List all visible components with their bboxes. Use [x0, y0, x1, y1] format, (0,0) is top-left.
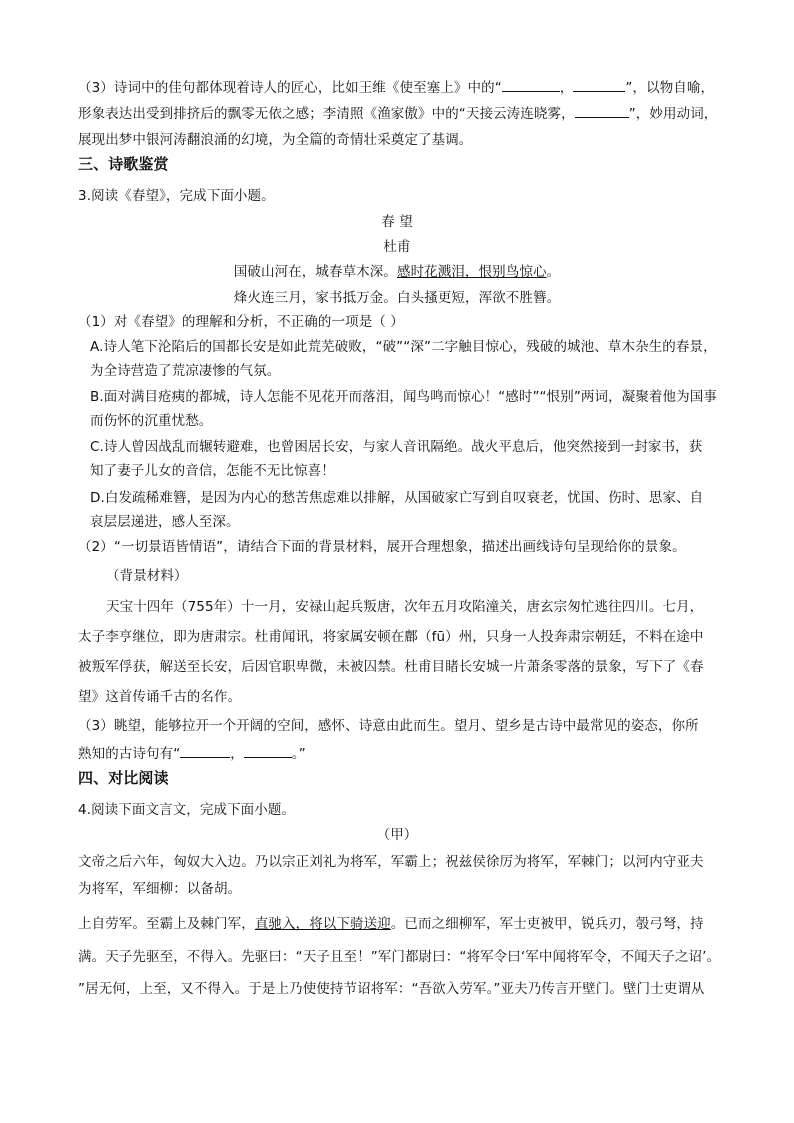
q3-sub3-line1: （3）眺望，能够拉开一个开阔的空间，感怀、诗意由此而生。望月、望乡是古诗中最常见的姿态，你所: [78, 718, 699, 734]
background-line3: 被叛军俘获，解送至长安，后因官职卑微，未被囚禁。杜甫目睹长安城一片萧条零落的景象，写下了《春: [78, 659, 704, 675]
q3-sub1: （1）对《春望》的理解和分析，不正确的一项是（ ）: [78, 314, 404, 330]
option-c-line1: C.诗人曾因战乱而辗转避难，也曾困居长安，与家人音讯隔绝。战火平息后，他突然接到一封家书，获: [90, 439, 703, 455]
q3a-line2: [78, 104, 717, 124]
option-c-line2: 知了妻子儿女的音信，怎能不无比惊喜！: [90, 463, 335, 479]
q3a-line3: 展现出梦中银河涛翻浪涌的幻境，为全篇的奇情壮采奠定了基调。: [78, 132, 473, 148]
passage-p1-line1: 文帝之后六年，匈奴大入边。乃以宗正刘礼为将军，军霸上；祝兹侯徐厉为将军，军棘门；以河内守亚夫: [78, 854, 704, 870]
answer-blank: [180, 744, 230, 758]
option-b-line1: B.面对满目疮痍的都城，诗人怎能不见花开而落泪，闻鸟鸣而惊心！“感时”“恨别”两词，凝聚着他为国事: [90, 389, 717, 405]
passage-p2-line3: ”居无何，上至，又不得入。于是上乃使使持节诏将军：“吾欲入劳军。”亚夫乃传言开壁门。壁门士吏谓从: [78, 981, 705, 997]
background-line2: 太子李亨继位，即为唐肃宗。杜甫闻讯，将家属安顿在鄜（fū）州，只身一人投奔肃宗朝廷，不料在途中: [78, 629, 704, 645]
answer-blank: [502, 78, 560, 92]
poem-author: 杜甫: [383, 239, 411, 255]
section-heading-poetry: 三、诗歌鉴赏: [78, 155, 169, 173]
answer-blank: [575, 104, 629, 118]
text: 形象表达出受到排挤后的飘零无依之感；李清照《渔家傲》中的“天接云涛连晓雾，: [78, 106, 575, 122]
text: 上自劳军。至霸上及棘门军，: [78, 916, 255, 932]
answer-blank: [244, 744, 292, 758]
passage-label-jia: （甲）: [376, 827, 418, 843]
option-a-line1: A.诗人笔下沦陷后的国都长安是如此荒芜破败，“破”“深”二字触目惊心，残破的城池、草木杂生的春景，: [90, 339, 717, 355]
poem-line-2: 烽火连三月，家书抵万金。白头搔更短，浑欲不胜簪。: [233, 290, 561, 306]
passage-p2-line2: 满。天子先驱至，不得入。先驱曰：“天子且至！”军门都尉曰：“将军令曰‘军中闻将军令，不闻天子之诏’。: [78, 949, 721, 965]
option-d-line1: D.白发疏稀难簪，是因为内心的愁苦焦虑难以排解，从国破家亡写到自叹衰老，忧国、伤时、思家、自: [90, 490, 704, 506]
option-a-line2: 为全诗营造了荒凉凄惨的气氛。: [90, 363, 281, 379]
q3-intro: 3.阅读《春望》，完成下面小题。: [78, 188, 275, 204]
text: 。已而之细柳军，军士吏被甲，锐兵刃，彀弓弩，持: [390, 916, 704, 932]
text: ，: [230, 746, 244, 762]
text: 熟知的古诗句有“: [78, 746, 181, 762]
text: 。”: [291, 746, 306, 762]
background-line1: 天宝十四年（755年）十一月，安禄山起兵叛唐，次年五月攻陷潼关，唐玄宗匆忙逃往四川。七月，: [106, 599, 704, 615]
section-heading-comparison: 四、对比阅读: [78, 769, 169, 787]
text: ”，妙用动词，: [628, 106, 718, 122]
text: 国破山河在，城春草木深。: [233, 264, 397, 280]
background-line4: 望》这首传诵千古的名作。: [78, 689, 242, 705]
option-b-line2: 而伤怀的沉重忧愁。: [90, 413, 213, 429]
q3a-line1: [78, 78, 714, 98]
answer-blank: [573, 78, 625, 92]
q4-intro: 4.阅读下面文言文，完成下面小题。: [78, 802, 296, 818]
underlined-sentence: 直驰入，将以下骑送迎: [254, 916, 391, 932]
option-d-line2: 哀层层递进，感人至深。: [90, 514, 240, 530]
text: ，: [559, 80, 574, 96]
q3-sub2: （2）“一切景语皆情语”，请结合下面的背景材料，展开合理想象，描述出画线诗句呈现给你的景象。: [78, 539, 686, 555]
text: ”，以物自喻，: [625, 80, 715, 96]
background-label: （背景材料）: [106, 568, 188, 584]
passage-p1-line2: 为将军，军细柳：以备胡。: [78, 881, 242, 897]
text: （3）诗词中的佳句都体现着诗人的匠心，比如王维《使至塞上》中的“: [78, 80, 502, 96]
text: 。: [546, 264, 561, 280]
passage-p2-line1: [78, 914, 704, 934]
underlined-verse: 感时花溅泪，恨别鸟惊心: [396, 264, 547, 280]
poem-title: 春 望: [381, 214, 413, 230]
poem-line-1: [0, 262, 794, 282]
q3-sub3-line2: [78, 744, 306, 764]
